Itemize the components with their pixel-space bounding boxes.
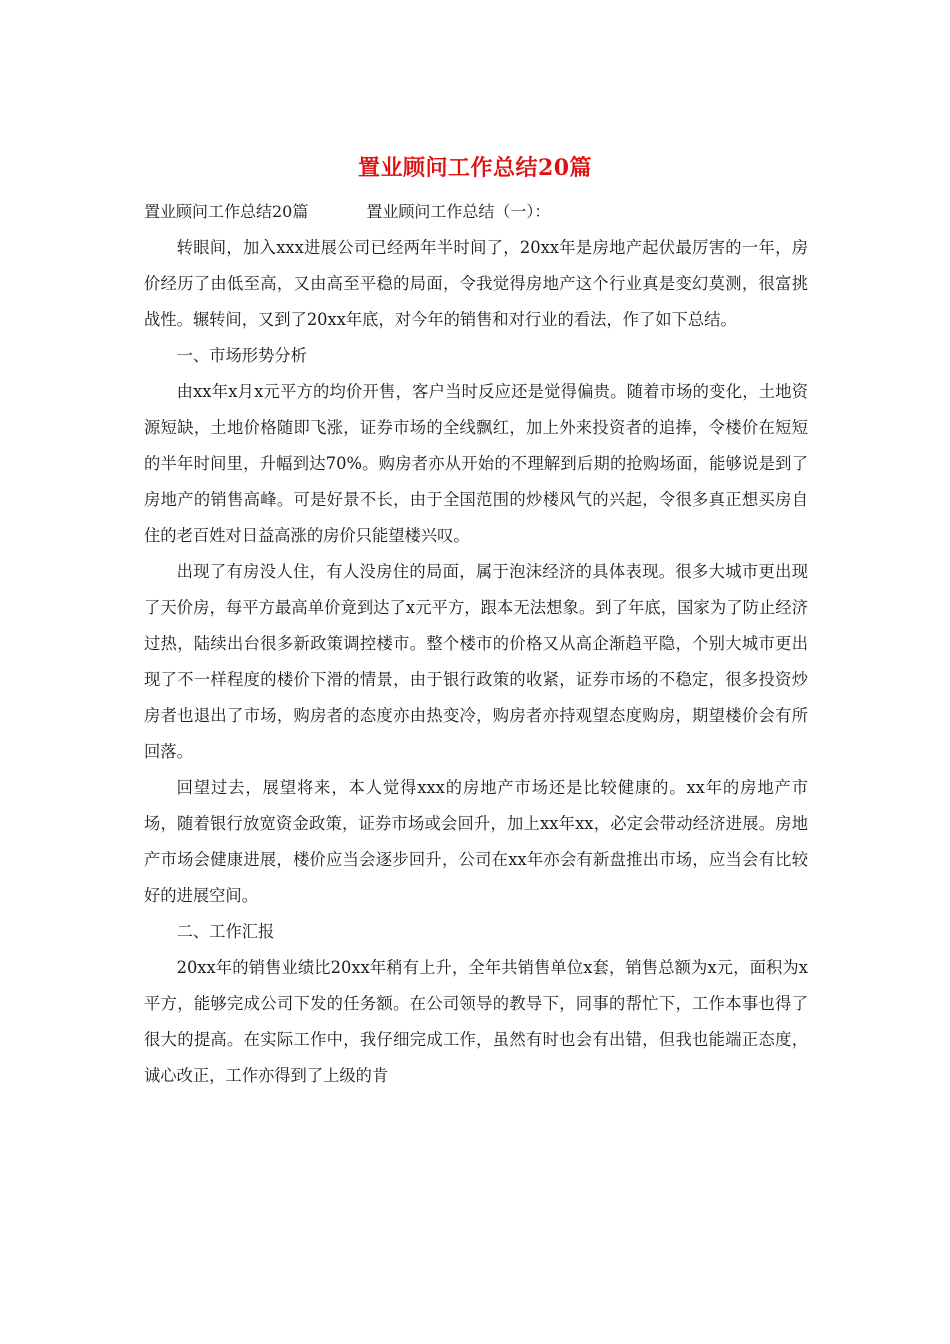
section-heading-market: 一、市场形势分析 <box>176 346 307 365</box>
document-title: 置业顾问工作总结20篇 <box>357 155 593 181</box>
paragraph-market-3: 回望过去，展望将来，本人觉得xxx的房地产市场还是比较健康的。xx年的房地产市场，随着银行放宽资金政策，证券市场或会回升，加上xx年xx，必定会带动经济进展。房地产市场会健康进展，楼价应当会逐步回升，公司在xx年亦会有新盘推出市场，应当会有比较好的进展空间。 <box>144 778 808 905</box>
section-heading-report: 二、工作汇报 <box>176 922 275 941</box>
paragraph-report-1: 20xx年的销售业绩比20xx年稍有上升，全年共销售单位x套，销售总额为x元，面积为x平方，能够完成公司下发的任务额。在公司领导的教导下，同事的帮忙下，工作本事也得了很大的提高。在实际工作中，我仔细完成工作，虽然有时也会有出错，但我也能端正态度，诚心改正，工作亦得到了上级的肯 <box>144 958 808 1085</box>
subheader-right: 置业顾问工作总结（一）： <box>366 202 551 221</box>
subheader-left: 置业顾问工作总结20篇 <box>144 202 309 221</box>
paragraph-market-1: 由xx年x月x元平方的均价开售，客户当时反应还是觉得偏贵。随着市场的变化，土地资源短缺，土地价格随即飞涨，证券市场的全线飘红，加上外来投资者的追捧，令楼价在短短的半年时间里，升幅到达70%。购房者亦从开始的不理解到后期的抢购场面，能够说是到了房地产的销售高峰。可是好景不长，由于全国范围的炒楼风气的兴起，令很多真正想买房自住的老百姓对日益高涨的房价只能望楼兴叹。 <box>144 382 808 545</box>
document-body <box>144 230 808 1094</box>
paragraph-market-2: 出现了有房没人住，有人没房住的局面，属于泡沫经济的具体表现。很多大城市更出现了天价房，每平方最高单价竟到达了x元平方，跟本无法想象。到了年底，国家为了防止经济过热，陆续出台很多新政策调控楼市。整个楼市的价格又从高企渐趋平隐，个别大城市更出现了不一样程度的楼价下滑的情景，由于银行政策的收紧，证券市场的不稳定，很多投资炒房者也退出了市场，购房者的态度亦由热变冷，购房者亦持观望态度购房，期望楼价会有所回落。 <box>144 562 808 761</box>
document-subheader <box>144 198 550 226</box>
paragraph-intro: 转眼间，加入xxx进展公司已经两年半时间了，20xx年是房地产起伏最厉害的一年，房价经历了由低至高，又由高至平稳的局面，令我觉得房地产这个行业真是变幻莫测，很富挑战性。辗转间，又到了20xx年底，对今年的销售和对行业的看法，作了如下总结。 <box>144 238 808 329</box>
